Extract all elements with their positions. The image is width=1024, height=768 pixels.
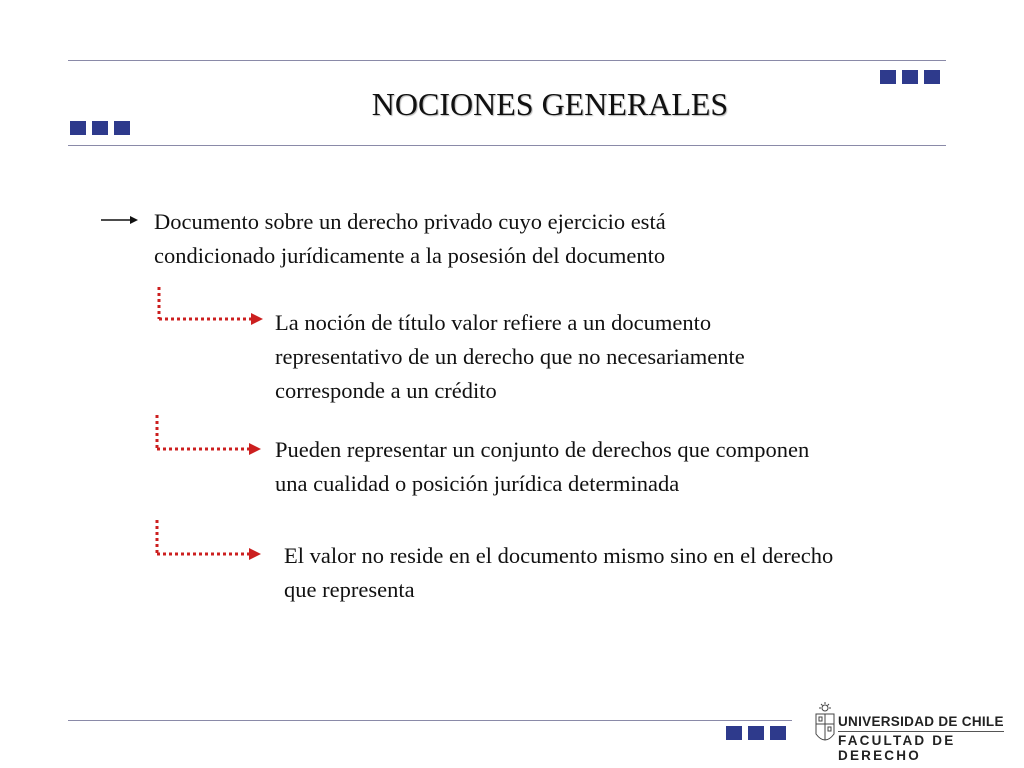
title-underline-rule [68,145,946,146]
decor-square [902,70,918,84]
bottom-squares [726,726,786,740]
sub-point-2 [275,433,809,501]
main-point-line-2: condicionado jurídicamente a la posesión del documento [154,243,666,268]
sub-point-2-line-2: una cualidad o posición jurídica determinada [275,471,680,496]
main-point [154,205,666,273]
decor-square [748,726,764,740]
sub-point-1 [275,306,745,408]
sub-point-3-line-1: El valor no reside en el documento mismo sino en el derecho [284,543,834,568]
logo-university-name: UNIVERSIDAD DE CHILE [838,714,1004,729]
decor-square [770,726,786,740]
sub-point-1-line-1: La noción de título valor refiere a un documento [275,310,712,335]
university-crest-icon [814,702,836,748]
decor-square [726,726,742,740]
sub-point-3 [284,539,833,607]
bottom-rule [68,720,792,721]
decor-square [924,70,940,84]
logo-divider [838,731,1004,732]
connector-arrow-icon [155,285,265,325]
left-squares [70,121,130,135]
connector-arrow-icon [153,520,263,560]
top-rule [68,60,946,61]
sub-point-1-line-3: corresponde a un crédito [275,378,497,403]
sub-point-3-line-2: que representa [284,577,415,602]
sub-point-2-line-1: Pueden representar un conjunto de derechos que componen [275,437,810,462]
decor-square [92,121,108,135]
connector-arrow-icon [153,415,263,455]
top-right-squares [880,70,940,84]
decor-square [880,70,896,84]
sub-point-1-line-2: representativo de un derecho que no necesariamente [275,344,745,369]
slide-title: NOCIONES GENERALES [371,86,729,122]
main-point-line-1: Documento sobre un derecho privado cuyo ejercicio está [154,209,666,234]
decor-square [114,121,130,135]
logo-faculty-name: FACULTAD DE DERECHO [838,733,956,763]
main-point-arrow-icon [100,213,140,227]
decor-square [70,121,86,135]
